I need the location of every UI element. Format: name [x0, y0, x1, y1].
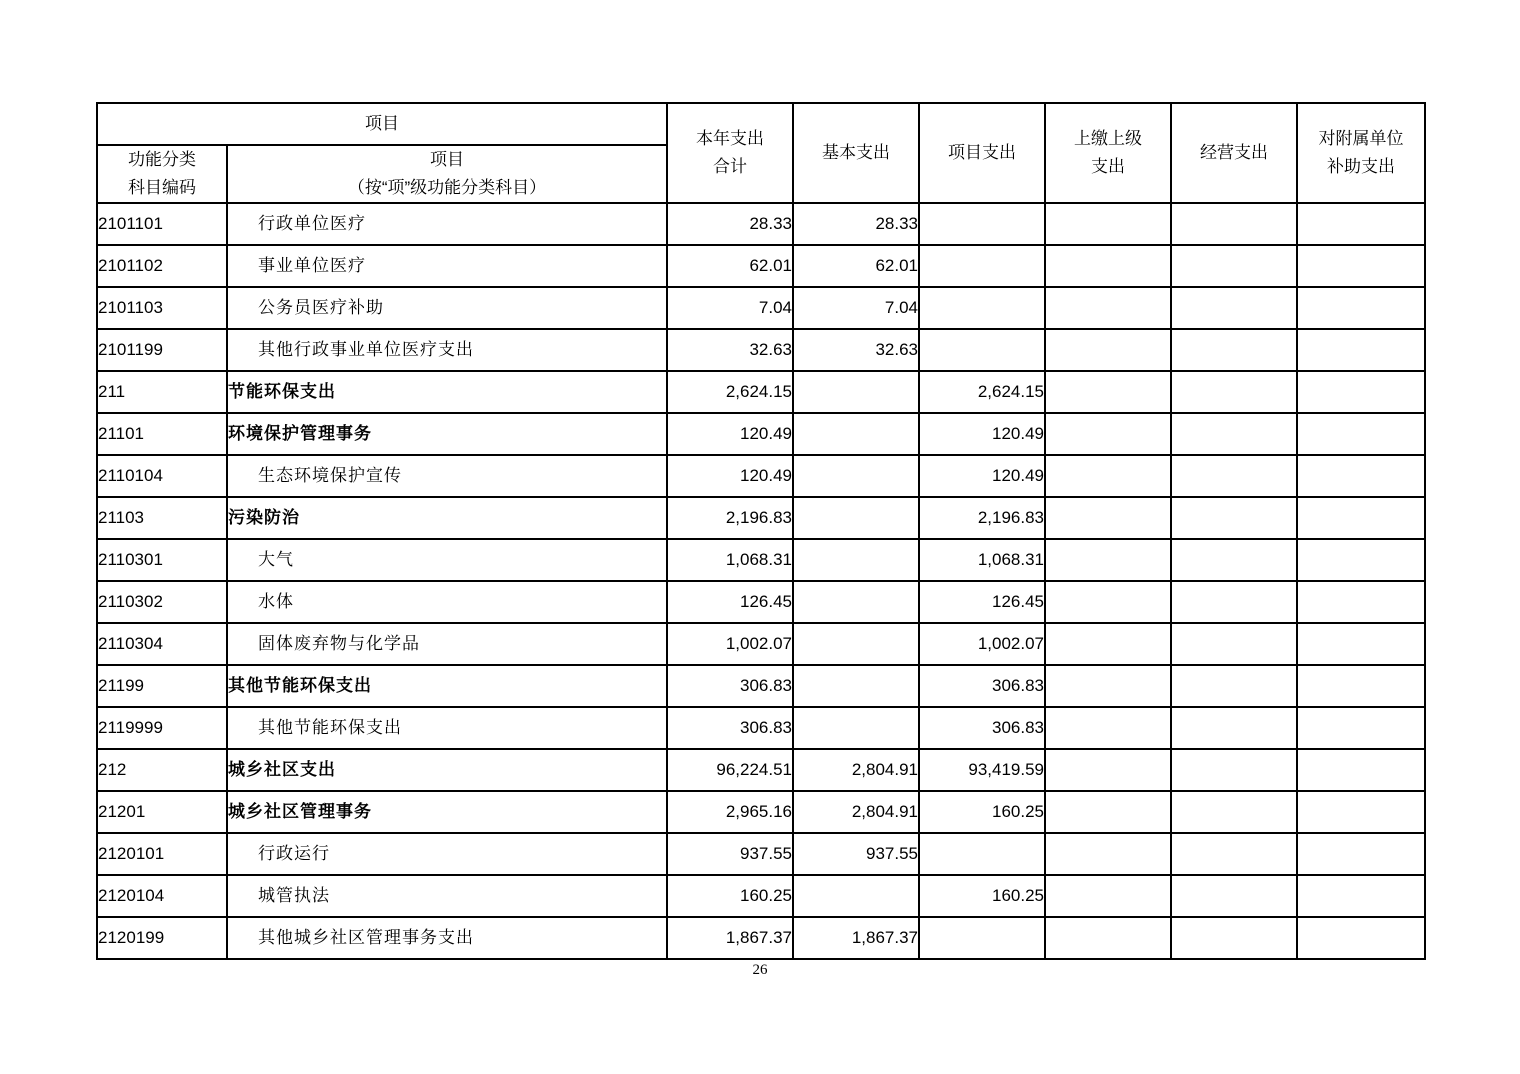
header-operating: 经营支出: [1171, 103, 1297, 203]
cell-total: 28.33: [667, 203, 793, 245]
cell-operating: [1171, 707, 1297, 749]
cell-operating: [1171, 917, 1297, 959]
header-total-line2: 合计: [713, 157, 747, 176]
cell-project: 120.49: [919, 455, 1045, 497]
cell-total: 2,624.15: [667, 371, 793, 413]
cell-code: 21103: [97, 497, 227, 539]
cell-basic: [793, 413, 919, 455]
cell-subsidy: [1297, 455, 1425, 497]
cell-operating: [1171, 833, 1297, 875]
cell-remit: [1045, 455, 1171, 497]
cell-remit: [1045, 917, 1171, 959]
cell-total: 32.63: [667, 329, 793, 371]
cell-total: 7.04: [667, 287, 793, 329]
cell-total: 937.55: [667, 833, 793, 875]
cell-code: 21199: [97, 665, 227, 707]
cell-project: 2,624.15: [919, 371, 1045, 413]
cell-operating: [1171, 875, 1297, 917]
cell-project: [919, 329, 1045, 371]
header-name: [227, 145, 667, 203]
cell-operating: [1171, 413, 1297, 455]
cell-basic: 2,804.91: [793, 749, 919, 791]
cell-project: 126.45: [919, 581, 1045, 623]
cell-basic: [793, 875, 919, 917]
header-total-line1: 本年支出: [696, 129, 764, 148]
cell-remit: [1045, 707, 1171, 749]
cell-project: 1,068.31: [919, 539, 1045, 581]
cell-subsidy: [1297, 875, 1425, 917]
cell-remit: [1045, 581, 1171, 623]
cell-name: 大气: [227, 539, 667, 581]
header-code-line2: 科目编码: [128, 178, 196, 197]
cell-name: 污染防治: [227, 497, 667, 539]
table-row: [97, 665, 1425, 707]
cell-remit: [1045, 245, 1171, 287]
cell-subsidy: [1297, 833, 1425, 875]
header-subsidy-line2: 补助支出: [1327, 157, 1395, 176]
cell-basic: 32.63: [793, 329, 919, 371]
cell-remit: [1045, 791, 1171, 833]
cell-name: 城乡社区支出: [227, 749, 667, 791]
header-item: 项目: [97, 103, 667, 145]
cell-basic: [793, 581, 919, 623]
cell-project: 120.49: [919, 413, 1045, 455]
table-row: [97, 371, 1425, 413]
cell-remit: [1045, 287, 1171, 329]
table-row: [97, 917, 1425, 959]
cell-remit: [1045, 665, 1171, 707]
cell-code: 212: [97, 749, 227, 791]
cell-total: 2,965.16: [667, 791, 793, 833]
cell-name: 环境保护管理事务: [227, 413, 667, 455]
cell-code: 2110302: [97, 581, 227, 623]
cell-operating: [1171, 287, 1297, 329]
cell-subsidy: [1297, 749, 1425, 791]
cell-project: [919, 245, 1045, 287]
cell-subsidy: [1297, 917, 1425, 959]
table-row: [97, 581, 1425, 623]
table-row: [97, 455, 1425, 497]
cell-basic: [793, 665, 919, 707]
cell-total: 120.49: [667, 455, 793, 497]
cell-project: 160.25: [919, 875, 1045, 917]
cell-operating: [1171, 203, 1297, 245]
table-row: [97, 707, 1425, 749]
table-row: [97, 791, 1425, 833]
table-row: [97, 245, 1425, 287]
cell-name: 城管执法: [227, 875, 667, 917]
cell-subsidy: [1297, 623, 1425, 665]
cell-total: 126.45: [667, 581, 793, 623]
cell-name: 事业单位医疗: [227, 245, 667, 287]
page-number: 26: [752, 962, 768, 978]
cell-code: 2101103: [97, 287, 227, 329]
cell-name: 其他节能环保支出: [227, 665, 667, 707]
cell-subsidy: [1297, 665, 1425, 707]
header-remit-line1: 上缴上级: [1074, 129, 1142, 148]
table-row: [97, 833, 1425, 875]
cell-remit: [1045, 203, 1171, 245]
cell-code: 21101: [97, 413, 227, 455]
cell-subsidy: [1297, 413, 1425, 455]
cell-code: 21201: [97, 791, 227, 833]
table-body: [97, 203, 1425, 959]
cell-name: 城乡社区管理事务: [227, 791, 667, 833]
cell-remit: [1045, 329, 1171, 371]
cell-subsidy: [1297, 203, 1425, 245]
cell-operating: [1171, 749, 1297, 791]
cell-project: 306.83: [919, 707, 1045, 749]
cell-basic: 62.01: [793, 245, 919, 287]
cell-name: 公务员医疗补助: [227, 287, 667, 329]
table-row: [97, 287, 1425, 329]
table-row: [97, 497, 1425, 539]
cell-remit: [1045, 497, 1171, 539]
cell-total: 306.83: [667, 665, 793, 707]
cell-code: 2101199: [97, 329, 227, 371]
table-row: [97, 203, 1425, 245]
cell-basic: 28.33: [793, 203, 919, 245]
expenditure-table: [96, 102, 1426, 960]
cell-basic: 2,804.91: [793, 791, 919, 833]
header-name-line2: （按“项”级功能分类科目）: [347, 178, 547, 197]
cell-project: 160.25: [919, 791, 1045, 833]
cell-remit: [1045, 875, 1171, 917]
cell-remit: [1045, 539, 1171, 581]
cell-project: [919, 833, 1045, 875]
table-row: [97, 329, 1425, 371]
cell-total: 160.25: [667, 875, 793, 917]
cell-name: 行政单位医疗: [227, 203, 667, 245]
cell-code: 2101101: [97, 203, 227, 245]
table-row: [97, 413, 1425, 455]
cell-operating: [1171, 455, 1297, 497]
cell-name: 其他城乡社区管理事务支出: [227, 917, 667, 959]
cell-operating: [1171, 665, 1297, 707]
cell-code: 2110301: [97, 539, 227, 581]
cell-operating: [1171, 371, 1297, 413]
cell-remit: [1045, 749, 1171, 791]
cell-name: 水体: [227, 581, 667, 623]
header-remit-line2: 支出: [1091, 157, 1125, 176]
header-remit: [1045, 103, 1171, 203]
cell-subsidy: [1297, 497, 1425, 539]
cell-basic: [793, 455, 919, 497]
cell-code: 211: [97, 371, 227, 413]
cell-code: 2120101: [97, 833, 227, 875]
cell-subsidy: [1297, 707, 1425, 749]
cell-name: 其他行政事业单位医疗支出: [227, 329, 667, 371]
cell-operating: [1171, 329, 1297, 371]
cell-total: 120.49: [667, 413, 793, 455]
cell-subsidy: [1297, 539, 1425, 581]
cell-operating: [1171, 245, 1297, 287]
cell-total: 306.83: [667, 707, 793, 749]
cell-remit: [1045, 371, 1171, 413]
table-row: [97, 875, 1425, 917]
cell-subsidy: [1297, 329, 1425, 371]
cell-project: 93,419.59: [919, 749, 1045, 791]
table-row: [97, 623, 1425, 665]
cell-name: 生态环境保护宣传: [227, 455, 667, 497]
cell-basic: 1,867.37: [793, 917, 919, 959]
cell-code: 2119999: [97, 707, 227, 749]
header-name-line1: 项目: [430, 150, 464, 169]
cell-subsidy: [1297, 245, 1425, 287]
cell-project: [919, 287, 1045, 329]
cell-subsidy: [1297, 287, 1425, 329]
cell-total: 1,002.07: [667, 623, 793, 665]
header-project: 项目支出: [919, 103, 1045, 203]
cell-remit: [1045, 413, 1171, 455]
cell-project: [919, 203, 1045, 245]
header-code: [97, 145, 227, 203]
table-row: [97, 749, 1425, 791]
cell-subsidy: [1297, 581, 1425, 623]
cell-code: 2120199: [97, 917, 227, 959]
cell-project: 306.83: [919, 665, 1045, 707]
cell-name: 节能环保支出: [227, 371, 667, 413]
cell-remit: [1045, 623, 1171, 665]
cell-name: 其他节能环保支出: [227, 707, 667, 749]
cell-operating: [1171, 539, 1297, 581]
cell-basic: [793, 539, 919, 581]
header-basic: 基本支出: [793, 103, 919, 203]
cell-total: 62.01: [667, 245, 793, 287]
cell-operating: [1171, 791, 1297, 833]
cell-basic: [793, 707, 919, 749]
cell-remit: [1045, 833, 1171, 875]
cell-project: 1,002.07: [919, 623, 1045, 665]
cell-operating: [1171, 497, 1297, 539]
cell-code: 2101102: [97, 245, 227, 287]
header-total: [667, 103, 793, 203]
cell-basic: 937.55: [793, 833, 919, 875]
cell-subsidy: [1297, 371, 1425, 413]
cell-total: 96,224.51: [667, 749, 793, 791]
cell-subsidy: [1297, 791, 1425, 833]
cell-code: 2110304: [97, 623, 227, 665]
header-subsidy: [1297, 103, 1425, 203]
cell-total: 2,196.83: [667, 497, 793, 539]
cell-name: 固体废弃物与化学品: [227, 623, 667, 665]
cell-name: 行政运行: [227, 833, 667, 875]
cell-operating: [1171, 623, 1297, 665]
header-subsidy-line1: 对附属单位: [1318, 129, 1404, 148]
cell-basic: [793, 371, 919, 413]
cell-basic: [793, 623, 919, 665]
cell-code: 2110104: [97, 455, 227, 497]
cell-code: 2120104: [97, 875, 227, 917]
cell-basic: [793, 497, 919, 539]
cell-operating: [1171, 581, 1297, 623]
cell-total: 1,867.37: [667, 917, 793, 959]
table-row: [97, 539, 1425, 581]
header-code-line1: 功能分类: [128, 150, 196, 169]
cell-basic: 7.04: [793, 287, 919, 329]
cell-project: [919, 917, 1045, 959]
cell-project: 2,196.83: [919, 497, 1045, 539]
cell-total: 1,068.31: [667, 539, 793, 581]
